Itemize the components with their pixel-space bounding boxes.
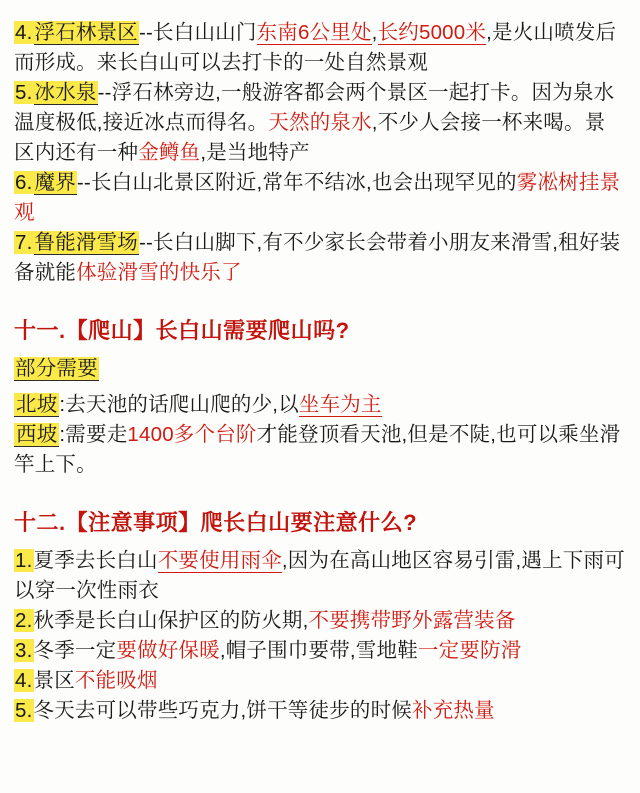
list-item	[14, 390, 626, 420]
emphasis-text: 雾凇树挂景观	[14, 171, 621, 224]
section-notes	[14, 506, 626, 726]
section-divider	[14, 288, 626, 314]
body-text: ,	[371, 21, 378, 44]
body-text: ,不少人会接一杯来喝。景区内还有一种	[14, 111, 606, 164]
body-text: 景区	[33, 669, 75, 692]
body-text: --浮石林旁边,一般游客都会两个景区一起打卡。因为泉水温度极低,接近冰点而得名。	[14, 81, 615, 134]
list-item-number: 7.	[15, 231, 33, 254]
body-text: ,因为在高山地区容易引雷,遇上下雨可以穿一次性雨衣	[14, 549, 625, 602]
list-item	[14, 546, 626, 606]
emphasis-text: 金鳟鱼	[138, 141, 201, 164]
page-title-climbing: 十一.【爬山】长白山需要爬山吗?	[14, 318, 350, 343]
climbing-answer	[14, 354, 626, 384]
list-item	[14, 168, 626, 228]
emphasis-text: 不能吸烟	[74, 669, 158, 692]
body-text: --长白山脚下,有不少家长会带着小朋友来滑雪,租好装备就能	[14, 231, 621, 284]
emphasis-text: 天然的泉水	[268, 111, 372, 134]
body-text: 冬季一定	[33, 639, 117, 662]
body-text: :去天池的话爬山爬的少,以	[59, 393, 299, 416]
list-item	[14, 636, 626, 666]
emphasis-underlined-text: 不要使用雨伞	[157, 549, 282, 572]
route-label: 西坡	[16, 423, 58, 446]
highlighted-term: 鲁能滑雪场	[34, 231, 138, 254]
list-item-number: 3.	[15, 639, 33, 662]
list-item-number: 5.	[15, 81, 33, 104]
emphasis-text: 一定要防滑	[417, 639, 522, 662]
body-text: ,是	[486, 21, 513, 44]
body-text: 才能登顶看天池,但是不陡,也可以乘坐滑竿上下。	[14, 423, 621, 476]
emphasis-text: 要做好保暖	[116, 639, 220, 662]
emphasis-underlined-text: 坐车为主	[298, 393, 382, 416]
highlighted-term: 冰水泉	[34, 81, 97, 104]
list-item-number: 4.	[15, 21, 33, 44]
body-text: --长白山山门	[139, 21, 257, 44]
section-climbing	[14, 314, 626, 480]
emphasis-underlined-text: 长约5000米	[377, 21, 487, 44]
body-text: 冬天去可以带些巧克力,饼干等徒步的时候	[33, 699, 412, 722]
emphasis-text: 不要携带野外露营装备	[308, 609, 516, 632]
emphasis-text: 1400多个台阶	[127, 423, 257, 446]
list-item	[14, 228, 626, 288]
route-label: 北坡	[16, 393, 58, 416]
list-item-number: 6.	[15, 171, 33, 194]
emphasis-text: 补充热量	[412, 699, 495, 722]
body-text: ,是当地特产	[200, 141, 310, 164]
list-item-number: 1.	[15, 549, 33, 572]
body-text: :需要走	[59, 423, 128, 446]
body-text: 秋季是长白山保护区的防火期,	[33, 609, 309, 632]
body-text: 夏季去长白山	[33, 549, 158, 572]
climbing-answer-text: 部分需要	[15, 357, 98, 380]
list-item	[14, 696, 626, 726]
list-item	[14, 78, 626, 168]
body-text: 火山喷发后而形成。来长白山可以去打卡的一处自然景观	[14, 21, 617, 74]
list-item	[14, 666, 626, 696]
highlighted-term: 魔界	[34, 171, 76, 194]
body-text: ,帽子围巾要带,雪地鞋	[219, 639, 418, 662]
list-item	[14, 606, 626, 636]
section-divider-2	[14, 480, 626, 506]
section-scenic-spots	[14, 18, 626, 288]
list-item-number: 5.	[15, 699, 33, 722]
list-item-number: 4.	[15, 669, 33, 692]
emphasis-underlined-text: 东南6公里处	[256, 21, 372, 44]
list-item	[14, 18, 626, 78]
page-title-notes: 十二.【注意事项】爬长白山要注意什么?	[14, 510, 418, 535]
body-text: --长白山北景区附近,常年不结冰,也会出现罕见的	[76, 171, 517, 194]
emphasis-text: 体验滑雪的快乐了	[76, 261, 242, 284]
list-item-number: 2.	[15, 609, 33, 632]
list-item	[14, 420, 626, 480]
highlighted-term: 浮石林景区	[34, 21, 138, 44]
